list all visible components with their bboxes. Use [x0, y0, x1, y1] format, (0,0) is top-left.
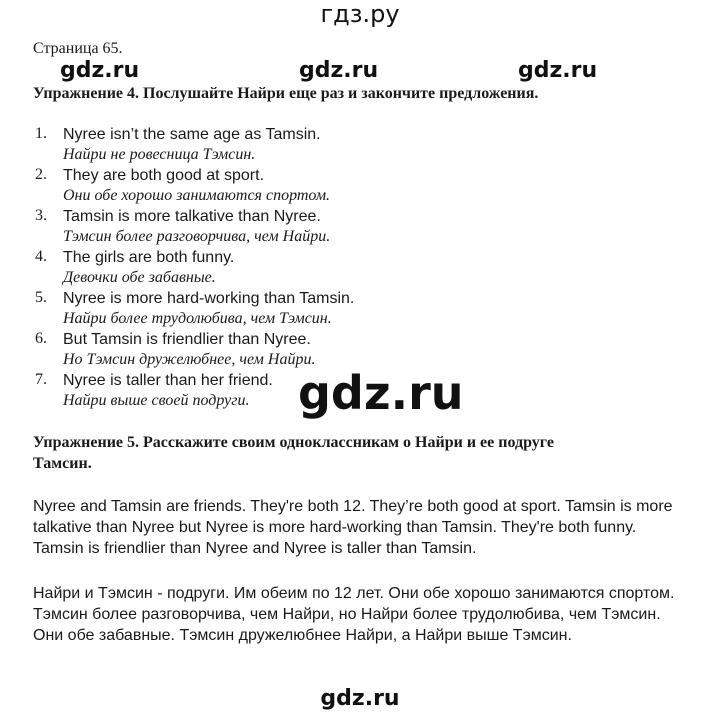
list-item	[33, 289, 593, 330]
list-item	[33, 248, 593, 289]
item-english: Nyree isn’t the same age as Tamsin.	[63, 126, 321, 143]
watermark-top: гдз.ру	[320, 0, 400, 28]
exercise5-heading: Упражнение 5. Расскажите своим одноклассникам о Найри и ее подруге Тамсин.	[33, 434, 554, 472]
list-item	[33, 207, 593, 248]
item-english: Nyree is more hard-working than Tamsin.	[63, 290, 355, 307]
list-item	[33, 166, 593, 207]
item-russian: Они обе хорошо занимаются спортом.	[63, 187, 331, 204]
watermark-inline-2: gdz.ru	[299, 58, 379, 83]
item-russian: Но Тэмсин дружелюбнее, чем Найри.	[63, 351, 316, 368]
item-russian: Найри выше своей подруги.	[63, 392, 250, 409]
item-number: 4.	[35, 248, 47, 265]
item-russian: Найри более трудолюбива, чем Тэмсин.	[63, 310, 332, 327]
watermark-big: gdz.ru	[298, 366, 464, 420]
page-label: Страница 65.	[33, 40, 123, 57]
item-english: The girls are both funny.	[63, 249, 235, 266]
item-number: 1.	[35, 125, 47, 142]
watermark-inline-3: gdz.ru	[518, 58, 598, 83]
item-russian: Найри не ровесница Тэмсин.	[63, 146, 256, 163]
exercise5-paragraph-russian: Найри и Тэмсин - подруги. Им обеим по 12 лет. Они обе хорошо занимаются спортом. Тэмсин более разговорчива, чем Найри, но Найри более трудолюбива, чем Тэмсин. Они обе забавные. Тэмсин дружелюбнее Найри, а Найри выше Тэмсин.	[33, 585, 675, 644]
item-english: They are both good at sport.	[63, 167, 265, 184]
item-number: 3.	[35, 207, 47, 224]
watermark-inline-1: gdz.ru	[60, 58, 140, 83]
item-russian: Девочки обе забавные.	[63, 269, 216, 286]
item-number: 2.	[35, 166, 47, 183]
watermark-bottom: gdz.ru	[320, 686, 400, 711]
item-english: Nyree is taller than her friend.	[63, 372, 273, 389]
list-item	[33, 125, 593, 166]
exercise5-paragraph-english: Nyree and Tamsin are friends. They're both 12. They’re both good at sport. Tamsin is more talkative than Nyree but Nyree is more hard-working than Tamsin. They're both funny. Tamsin is friendlier than Nyree and Nyree is taller than Tamsin.	[33, 498, 673, 557]
item-number: 7.	[35, 371, 47, 388]
exercise4-heading: Упражнение 4. Послушайте Найри еще раз и закончите предложения.	[33, 85, 539, 102]
item-russian: Тэмсин более разговорчива, чем Найри.	[63, 228, 331, 245]
item-english: Tamsin is more talkative than Nyree.	[63, 208, 321, 225]
list-item	[33, 330, 593, 371]
item-english: But Tamsin is friendlier than Nyree.	[63, 331, 311, 348]
item-number: 5.	[35, 289, 47, 306]
item-number: 6.	[35, 330, 47, 347]
